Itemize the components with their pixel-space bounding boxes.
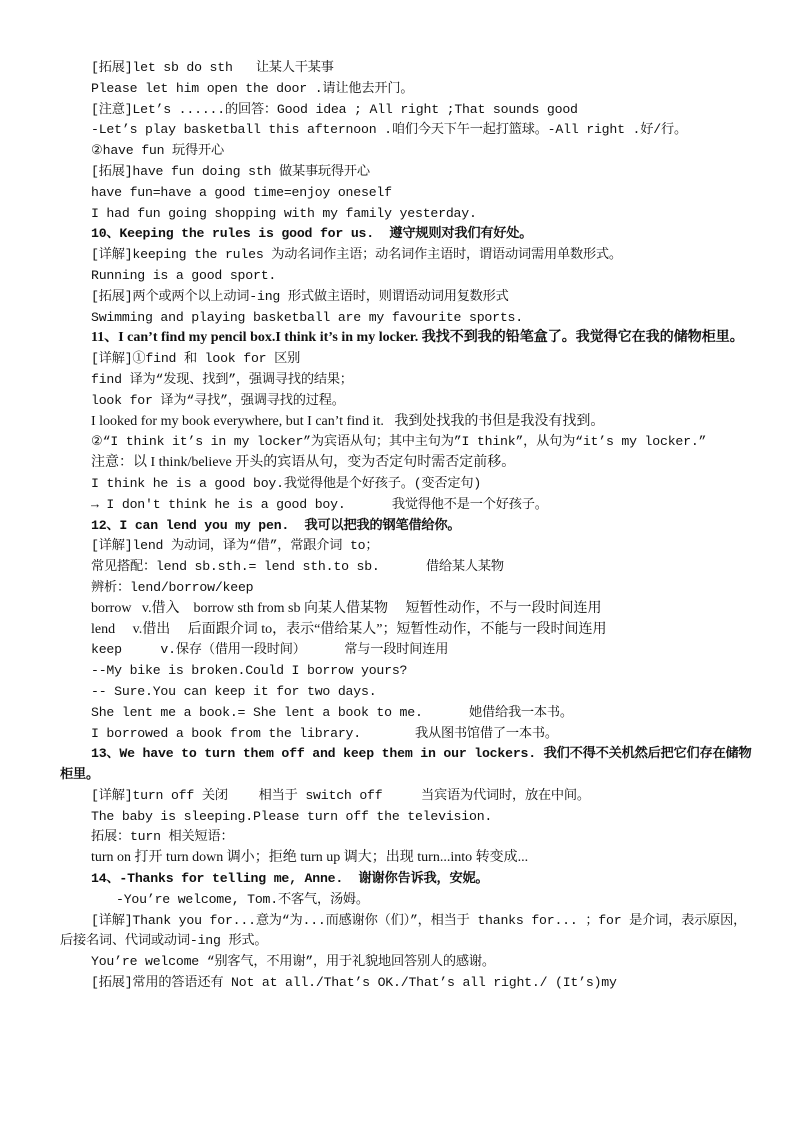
text-line: 注意：以 I think/believe 开头的宾语从句，变为否定句时需否定前移。 <box>91 455 516 471</box>
text-line: lend v.借出 后面跟介词 to，表示“借给某人”；短暂性动作，不能与一段时间连用 <box>91 621 607 637</box>
text-line: She lent me a book.= She lent a book to me. 她借给我一本书。 <box>91 704 573 720</box>
text-line: keep v.保存（借用一段时间） 常与一段时间连用 <box>91 642 449 658</box>
text-line: --My bike is broken.Could I borrow yours? <box>91 663 408 679</box>
text-line: [详解]Thank you for...意为“为...而感谢你（们）”，相当于 thanks for... ；for 是介词，表示原因，后接名词、代词或动词-ing 形式。 <box>60 912 747 949</box>
section-heading: 11、I can’t find my pencil box.I think it’s in my locker. 我找不到我的铅笔盒了。我觉得它在我的储物柜里。 <box>91 330 744 346</box>
text-line: I had fun going shopping with my family yesterday. <box>91 205 477 221</box>
text-line: [拓展]两个或两个以上动词-ing 形式做主语时，则谓语动词用复数形式 <box>91 288 509 304</box>
text-line: I think he is a good boy.我觉得他是个好孩子。(变否定句) <box>91 475 482 491</box>
text-line: [详解]keeping the rules 为动名词作主语；动名词作主语时，谓语动词需用单数形式。 <box>91 247 622 263</box>
text-line: I looked for my book everywhere, but I can’t find it. 我到处找我的书但是我没有找到。 <box>91 413 605 429</box>
text-line: [详解]lend 为动词，译为“借”，常跟介词 to； <box>91 538 379 554</box>
text-line: → I don't think he is a good boy. 我觉得他不是一个好孩子。 <box>91 496 548 512</box>
text-line: 拓展：turn 相关短语： <box>91 829 234 845</box>
text-line: The baby is sleeping.Please turn off the television. <box>91 808 493 824</box>
text-line: [拓展]常用的答语还有 Not at all./That’s OK./That’s all right./ (It’s)my <box>91 975 617 991</box>
section-heading: 14、-Thanks for telling me, Anne. 谢谢你告诉我，安妮。 <box>91 871 489 887</box>
text-line: look for 译为“寻找”，强调寻找的过程。 <box>91 392 345 408</box>
text-line: 辨析：lend/borrow/keep <box>91 579 254 595</box>
text-line: Please let him open the door .请让他去开门。 <box>91 80 414 96</box>
text-line: [注意]Let’s ......的回答：Good idea ; All right ;That sounds good <box>91 101 578 117</box>
text-line: I borrowed a book from the library. 我从图书馆借了一本书。 <box>91 725 558 741</box>
section-heading: 10、Keeping the rules is good for us. 遵守规则对我们有好处。 <box>91 226 533 242</box>
text-line: Swimming and playing basketball are my favourite sports. <box>91 309 523 325</box>
text-line: find 译为“发现、找到”，强调寻找的结果； <box>91 371 353 387</box>
text-line: You’re welcome “别客气，不用谢”，用于礼貌地回答别人的感谢。 <box>91 954 495 970</box>
text-line: [拓展]have fun doing sth 做某事玩得开心 <box>91 163 370 179</box>
text-line: [详解]①find 和 look for 区别 <box>91 351 301 367</box>
text-line: borrow v.借入 borrow sth from sb 向某人借某物 短暂性动作，不与一段时间连用 <box>91 600 602 616</box>
section-heading: 13、We have to turn them off and keep them in our lockers. 我们不得不关机然后把它们存在储物柜里。 <box>60 746 752 783</box>
section-heading: 12、I can lend you my pen. 我可以把我的钢笔借给你。 <box>91 517 461 533</box>
text-line: ②“I think it’s in my locker”为宾语从句；其中主句为”I think”，从句为“it’s my locker.” <box>91 434 707 450</box>
text-line: turn on 打开 turn down 调小；拒绝 turn up 调大；出现 turn...into 转变成... <box>91 850 529 866</box>
text-line: -You’re welcome, Tom.不客气，汤姆。 <box>116 891 369 907</box>
text-line: -- Sure.You can keep it for two days. <box>91 683 377 699</box>
text-line: 常见搭配：lend sb.sth.= lend sth.to sb. 借给某人某物 <box>91 559 504 575</box>
text-line: have fun=have a good time=enjoy oneself <box>91 184 392 200</box>
text-line: [详解]turn off 关闭 相当于 switch off 当宾语为代词时，放在中间。 <box>91 787 590 803</box>
text-line: Running is a good sport. <box>91 267 277 283</box>
text-line: -Let’s play basketball this afternoon .咱们今天下午一起打篮球。-All right .好/行。 <box>91 122 687 138</box>
text-line: [拓展]let sb do sth 让某人干某事 <box>91 60 334 75</box>
text-line: ②have fun 玩得开心 <box>91 143 224 159</box>
